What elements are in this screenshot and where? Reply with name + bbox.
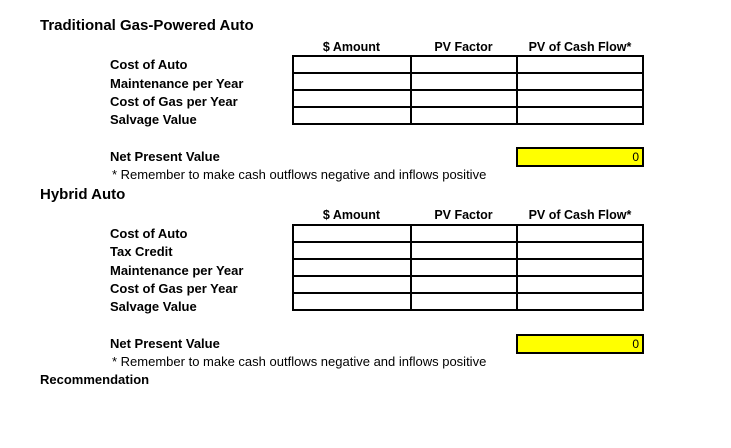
hybrid-maint-amount-cell[interactable] [293, 259, 411, 276]
traditional-row-label: Maintenance per Year [110, 76, 244, 91]
traditional-cost-factor-cell[interactable] [411, 56, 517, 73]
hybrid-credit-pv-cell[interactable] [517, 242, 643, 259]
hybrid-row-label: Maintenance per Year [110, 263, 244, 278]
traditional-row-label: Cost of Auto [110, 57, 188, 72]
table-row [293, 90, 643, 107]
traditional-col-pv-cashflow: PV of Cash Flow* [528, 40, 632, 54]
hybrid-cost-amount-cell[interactable] [293, 225, 411, 242]
hybrid-gas-pv-cell[interactable] [517, 276, 643, 293]
table-row [293, 107, 643, 124]
hybrid-maint-pv-cell[interactable] [517, 259, 643, 276]
traditional-maint-pv-cell[interactable] [517, 73, 643, 90]
traditional-cost-amount-cell[interactable] [293, 56, 411, 73]
traditional-gas-amount-cell[interactable] [293, 90, 411, 107]
traditional-maint-amount-cell[interactable] [293, 73, 411, 90]
traditional-npv-value[interactable]: 0 [516, 147, 644, 167]
table-row [293, 242, 643, 259]
traditional-title: Traditional Gas-Powered Auto [40, 17, 254, 34]
hybrid-gas-amount-cell[interactable] [293, 276, 411, 293]
hybrid-npv-label: Net Present Value [110, 336, 220, 351]
table-row [293, 56, 643, 73]
hybrid-cost-pv-cell[interactable] [517, 225, 643, 242]
table-row [293, 73, 643, 90]
traditional-col-pv-factor: PV Factor [434, 40, 493, 54]
hybrid-col-pv-factor: PV Factor [434, 208, 493, 222]
traditional-npv-label: Net Present Value [110, 149, 220, 164]
traditional-salvage-pv-cell[interactable] [517, 107, 643, 124]
hybrid-row-label: Salvage Value [110, 299, 197, 314]
traditional-cost-pv-cell[interactable] [517, 56, 643, 73]
hybrid-title: Hybrid Auto [40, 186, 126, 203]
hybrid-cost-factor-cell[interactable] [411, 225, 517, 242]
hybrid-npv-value[interactable]: 0 [516, 334, 644, 354]
hybrid-maint-factor-cell[interactable] [411, 259, 517, 276]
hybrid-credit-amount-cell[interactable] [293, 242, 411, 259]
hybrid-salvage-amount-cell[interactable] [293, 293, 411, 310]
traditional-note: * Remember to make cash outflows negative and inflows positive [112, 167, 487, 182]
hybrid-col-amount: $ Amount [322, 208, 381, 222]
hybrid-row-label: Tax Credit [110, 244, 173, 259]
hybrid-note: * Remember to make cash outflows negative and inflows positive [112, 354, 487, 369]
hybrid-row-label: Cost of Auto [110, 226, 188, 241]
traditional-salvage-factor-cell[interactable] [411, 107, 517, 124]
traditional-maint-factor-cell[interactable] [411, 73, 517, 90]
hybrid-input-grid [292, 224, 644, 311]
traditional-salvage-amount-cell[interactable] [293, 107, 411, 124]
table-row [293, 259, 643, 276]
hybrid-row-label: Cost of Gas per Year [110, 281, 238, 296]
table-row [293, 276, 643, 293]
traditional-input-grid [292, 55, 644, 125]
traditional-col-amount: $ Amount [322, 40, 381, 54]
hybrid-salvage-factor-cell[interactable] [411, 293, 517, 310]
traditional-gas-factor-cell[interactable] [411, 90, 517, 107]
traditional-row-label: Cost of Gas per Year [110, 94, 238, 109]
hybrid-credit-factor-cell[interactable] [411, 242, 517, 259]
hybrid-salvage-pv-cell[interactable] [517, 293, 643, 310]
hybrid-gas-factor-cell[interactable] [411, 276, 517, 293]
traditional-row-label: Salvage Value [110, 112, 197, 127]
hybrid-col-pv-cashflow: PV of Cash Flow* [528, 208, 632, 222]
traditional-gas-pv-cell[interactable] [517, 90, 643, 107]
table-row [293, 225, 643, 242]
table-row [293, 293, 643, 310]
recommendation-label: Recommendation [40, 372, 150, 387]
